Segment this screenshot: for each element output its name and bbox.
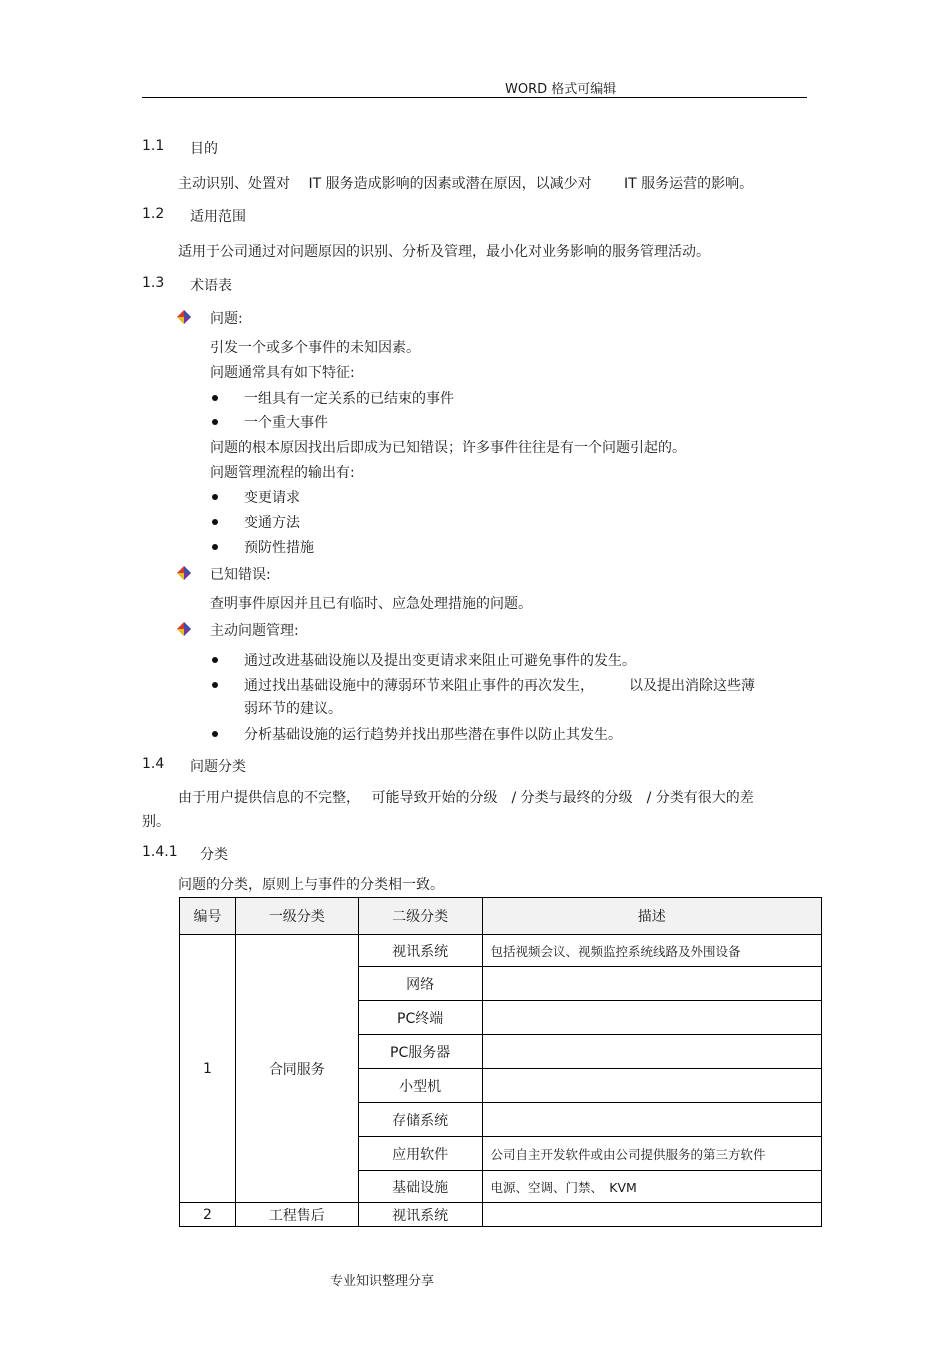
cell-level2: 基础设施 (358, 1171, 482, 1203)
section-number: 1.3 (142, 275, 165, 291)
classification-table (179, 897, 822, 1227)
header-id: 编号 (180, 898, 236, 935)
section-number: 1.1 (142, 138, 165, 154)
bullet-dot-icon (212, 494, 218, 500)
cell-level2: 网络 (358, 967, 482, 1001)
cell-description (482, 1203, 821, 1227)
cell-level2: 应用软件 (358, 1137, 482, 1171)
list-item-continuation: 弱环节的建议。 (244, 701, 342, 717)
cell-description (482, 1001, 821, 1035)
cell-id: 2 (180, 1203, 236, 1227)
cell-id: 1 (180, 935, 236, 1203)
cell-description (482, 1103, 821, 1137)
list-item: 一个重大事件 (244, 415, 328, 431)
section-number: 1.4 (142, 756, 165, 772)
cell-level2: 存储系统 (358, 1103, 482, 1137)
bullet-dot-icon (212, 682, 218, 688)
cell-description: 电源、空调、门禁、 KVM (482, 1171, 821, 1203)
header-divider (142, 97, 807, 98)
page-footer-text: 专业知识整理分享 (330, 1274, 435, 1289)
cell-description (482, 1069, 821, 1103)
cell-level1: 合同服务 (235, 935, 358, 1203)
section-title: 适用范围 (190, 209, 246, 225)
diamond-bullet-icon (177, 566, 191, 580)
term-definition: 引发一个或多个事件的未知因素。 (210, 340, 420, 356)
section-paragraph: 适用于公司通过对问题原因的识别、分析及管理，最小化对业务影响的服务管理活动。 (178, 244, 710, 260)
cell-description: 公司自主开发软件或由公司提供服务的第三方软件 (482, 1137, 821, 1171)
term-text: 问题的根本原因找出后即成为已知错误；许多事件往往是有一个问题引起的。 (210, 440, 686, 456)
list-item: 变更请求 (244, 490, 300, 506)
cell-level2: PC服务器 (358, 1035, 482, 1069)
bullet-dot-icon (212, 731, 218, 737)
section-paragraph: 主动识别、处置对 IT 服务造成影响的因素或潜在原因，以减少对 IT 服务运营的影响。 (178, 176, 754, 192)
term-text: 问题通常具有如下特征: (210, 365, 355, 381)
cell-description: 包括视频会议、视频监控系统线路及外围设备 (482, 935, 821, 967)
cell-level2: 视讯系统 (358, 1203, 482, 1227)
cell-level2: 小型机 (358, 1069, 482, 1103)
header-level1: 一级分类 (235, 898, 358, 935)
bullet-dot-icon (212, 395, 218, 401)
table-row (180, 935, 822, 967)
bullet-dot-icon (212, 657, 218, 663)
bullet-dot-icon (212, 519, 218, 525)
list-item: 通过找出基础设施中的薄弱环节来阻止事件的再次发生， 以及提出消除这些薄 (244, 678, 755, 694)
list-item: 分析基础设施的运行趋势并找出那些潜在事件以防止其发生。 (244, 727, 622, 743)
list-item: 通过改进基础设施以及提出变更请求来阻止可避免事件的发生。 (244, 653, 636, 669)
list-item: 变通方法 (244, 515, 300, 531)
section-title: 目的 (190, 141, 218, 157)
term-text: 问题管理流程的输出有: (210, 465, 355, 481)
section-paragraph-continuation: 别。 (142, 814, 170, 830)
diamond-bullet-icon (177, 310, 191, 324)
page-header-title: WORD 格式可编辑 (505, 82, 617, 97)
diamond-bullet-icon (177, 622, 191, 636)
table-header-row (180, 898, 822, 935)
section-title: 术语表 (190, 278, 232, 294)
term-label: 主动问题管理: (210, 623, 299, 639)
section-paragraph: 问题的分类，原则上与事件的分类相一致。 (178, 877, 444, 893)
list-item: 一组具有一定关系的已结束的事件 (244, 391, 454, 407)
term-label: 问题: (210, 311, 243, 327)
term-definition: 查明事件原因并且已有临时、应急处理措施的问题。 (210, 596, 532, 612)
section-number: 1.4.1 (142, 844, 178, 860)
section-title: 分类 (200, 847, 228, 863)
section-title: 问题分类 (190, 759, 246, 775)
cell-description (482, 967, 821, 1001)
cell-level2: PC终端 (358, 1001, 482, 1035)
table-row (180, 1203, 822, 1227)
cell-level2: 视讯系统 (358, 935, 482, 967)
section-paragraph: 由于用户提供信息的不完整， 可能导致开始的分级 / 分类与最终的分级 / 分类有很大的差 (178, 790, 754, 806)
bullet-dot-icon (212, 419, 218, 425)
list-item: 预防性措施 (244, 540, 314, 556)
term-label: 已知错误: (210, 567, 271, 583)
header-level2: 二级分类 (358, 898, 482, 935)
section-number: 1.2 (142, 206, 165, 222)
cell-description (482, 1035, 821, 1069)
header-description: 描述 (482, 898, 821, 935)
cell-level1: 工程售后 (235, 1203, 358, 1227)
bullet-dot-icon (212, 544, 218, 550)
